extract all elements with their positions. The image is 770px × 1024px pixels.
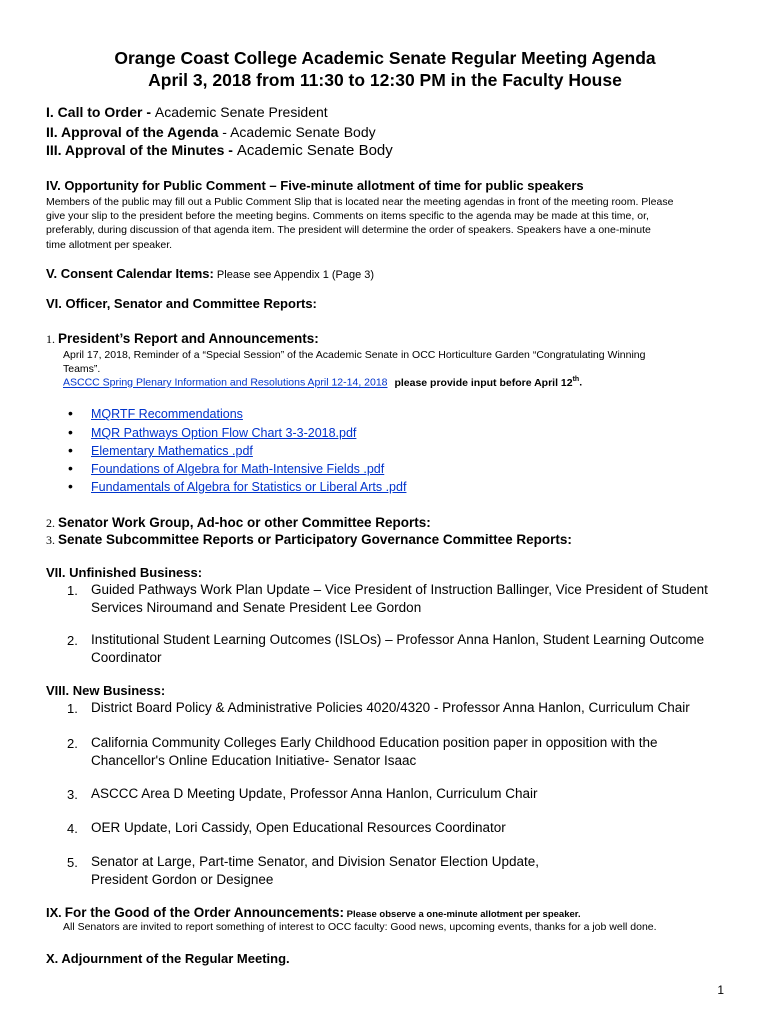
senator-work-group bbox=[46, 514, 431, 532]
good-of-order bbox=[46, 904, 581, 922]
approval-agenda-text: - Academic Senate Body bbox=[218, 124, 376, 140]
plenary-note: please provide input before April 12 bbox=[394, 376, 573, 389]
board-policy-item bbox=[91, 699, 731, 717]
item-line: Senator at Large, Part-time Senator, and Division Senator Election Update, bbox=[91, 854, 540, 869]
senator-work-group-num: 2. bbox=[46, 516, 58, 530]
good-of-order-label: IX bbox=[46, 905, 59, 920]
special-session-line: April 17, 2018, Reminder of a “Special Session” of the Academic Senate in OCC Horticulture Garden “Congratulating Winning bbox=[63, 349, 646, 361]
election-update-item bbox=[91, 853, 731, 888]
item-number: 2. bbox=[67, 633, 78, 648]
title-line-1: Orange Coast College Academic Senate Regular Meeting Agenda bbox=[114, 48, 656, 68]
consent-calendar-label: V. Consent Calendar Items: bbox=[46, 266, 214, 281]
item-line: District Board Policy & Administrative Policies 4020/4320 - Professor Anna Hanlon, Curriculum Chair bbox=[91, 700, 690, 715]
item-line: President Gordon or Designee bbox=[91, 871, 274, 887]
public-comment-body bbox=[46, 195, 673, 252]
plenary-sup: th bbox=[572, 376, 580, 383]
special-session-line: Teams”. bbox=[63, 363, 101, 376]
item-number: 5. bbox=[67, 855, 78, 870]
bullet-icon: • bbox=[68, 478, 73, 494]
special-session-reminder bbox=[63, 348, 645, 376]
adjournment-heading: X. Adjournment of the Regular Meeting. bbox=[46, 951, 290, 966]
approval-minutes bbox=[46, 142, 393, 160]
item-line: Guided Pathways Work Plan Update – Vice President of Instruction Ballinger, Vice President of Student bbox=[91, 582, 708, 597]
islo-item bbox=[91, 631, 731, 666]
link-mqrtf-recommendations[interactable]: MQRTF Recommendations bbox=[91, 407, 243, 421]
public-comment-line: time allotment per speaker. bbox=[46, 238, 173, 251]
reports-heading: VI. Officer, Senator and Committee Reports: bbox=[46, 296, 317, 311]
page-number: 1 bbox=[717, 983, 724, 997]
bullet-icon: • bbox=[68, 424, 73, 440]
link-mqr-pathways-flow-chart[interactable]: MQR Pathways Option Flow Chart 3-3-2018.pdf bbox=[91, 426, 357, 440]
item-line: ASCCC Area D Meeting Update, Professor Anna Hanlon, Curriculum Chair bbox=[91, 786, 538, 801]
unfinished-business-heading: VII. Unfinished Business: bbox=[46, 565, 203, 580]
title-line-2: April 3, 2018 from 11:30 to 12:30 PM in the Faculty House bbox=[148, 70, 622, 90]
early-childhood-item bbox=[91, 734, 731, 769]
item-line: California Community Colleges Early Childhood Education position paper in opposition with the bbox=[91, 735, 658, 750]
item-line: Chancellor's Online Education Initiative- Senator Isaac bbox=[91, 752, 417, 768]
item-number: 1. bbox=[67, 701, 78, 716]
good-of-order-text: All Senators are invited to report something of interest to OCC faculty: Good news, upcoming events, thanks for a job well done. bbox=[63, 921, 657, 933]
senate-subcommittee-heading: Senate Subcommittee Reports or Participatory Governance Committee Reports: bbox=[58, 532, 572, 547]
consent-calendar bbox=[46, 265, 374, 283]
call-to-order-text: Academic Senate President bbox=[154, 104, 328, 120]
item-number: 2. bbox=[67, 736, 78, 751]
plenary-end: . bbox=[579, 376, 583, 389]
plenary-row bbox=[63, 376, 582, 389]
guided-pathways-item bbox=[91, 581, 731, 616]
approval-minutes-label: III. Approval of the Minutes - bbox=[46, 142, 237, 158]
public-comment-line: give your slip to the president before the meeting begins. Comments on items specific to the agenda may be made at this time, or, bbox=[46, 210, 649, 223]
approval-agenda bbox=[46, 124, 376, 140]
page-title bbox=[0, 47, 770, 91]
link-elementary-mathematics[interactable]: Elementary Mathematics .pdf bbox=[91, 444, 253, 458]
senator-work-group-heading: Senator Work Group, Ad-hoc or other Committee Reports: bbox=[58, 515, 431, 530]
public-comment-line: preferably, during discussion of that agenda item. The president will determine the order of speakers. Speakers have a one-minute bbox=[46, 224, 651, 237]
item-number: 4. bbox=[67, 821, 78, 836]
bullet-icon: • bbox=[68, 460, 73, 476]
item-line: Institutional Student Learning Outcomes (ISLOs) – Professor Anna Hanlon, Student Learning Outcome bbox=[91, 632, 705, 647]
item-number: 3. bbox=[67, 787, 78, 802]
bullet-icon: • bbox=[68, 442, 73, 458]
item-line: OER Update, Lori Cassidy, Open Educational Resources Coordinator bbox=[91, 820, 506, 835]
good-of-order-heading: For the Good of the Order Announcements: bbox=[64, 905, 345, 920]
item-number: 1. bbox=[67, 583, 78, 598]
bullet-icon: • bbox=[68, 405, 73, 421]
president-report-heading: President’s Report and Announcements: bbox=[58, 331, 319, 346]
good-of-order-note: Please observe a one-minute allotment per speaker. bbox=[344, 909, 581, 920]
president-report bbox=[46, 330, 319, 348]
senate-subcommittee bbox=[46, 531, 572, 549]
call-to-order-label: I. Call to Order - bbox=[46, 104, 155, 120]
approval-agenda-label: II. Approval of the Agenda bbox=[46, 124, 219, 140]
senate-subcommittee-num: 3. bbox=[46, 533, 58, 547]
link-foundations-of-algebra[interactable]: Foundations of Algebra for Math-Intensive Fields .pdf bbox=[91, 462, 385, 476]
link-fundamentals-of-algebra[interactable]: Fundamentals of Algebra for Statistics or Liberal Arts .pdf bbox=[91, 480, 407, 494]
item-line: Coordinator bbox=[91, 649, 162, 665]
new-business-heading: VIII. New Business: bbox=[46, 683, 166, 698]
public-comment-heading: IV. Opportunity for Public Comment – Five-minute allotment of time for public speakers bbox=[46, 178, 584, 193]
good-of-order-dot: . bbox=[58, 905, 65, 920]
approval-minutes-text: Academic Senate Body bbox=[236, 142, 393, 159]
call-to-order bbox=[46, 104, 328, 120]
plenary-link[interactable]: ASCCC Spring Plenary Information and Resolutions April 12-14, 2018 bbox=[63, 376, 388, 389]
public-comment-line: Members of the public may fill out a Public Comment Slip that is located near the meeting agendas in front of the meeting room. Please bbox=[46, 196, 674, 208]
asccc-area-d-item bbox=[91, 785, 731, 803]
consent-calendar-text: Please see Appendix 1 (Page 3) bbox=[213, 269, 375, 281]
oer-update-item bbox=[91, 819, 731, 837]
item-line: Services Niroumand and Senate President Lee Gordon bbox=[91, 599, 422, 615]
president-report-num: 1. bbox=[46, 332, 58, 346]
